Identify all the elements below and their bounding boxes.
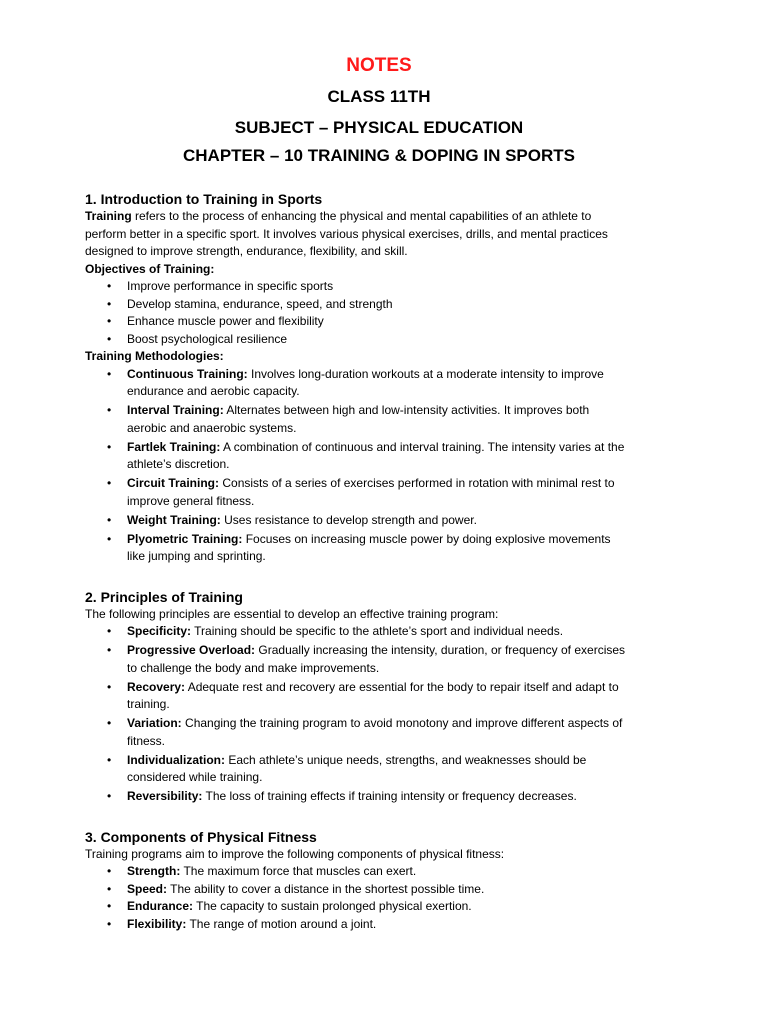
list-item [107, 531, 628, 566]
item-text: Consists of a series of exercises performed in rotation with minimal rest to improve general fitness. [127, 476, 615, 508]
list-item [107, 788, 628, 806]
item-text: The loss of training effects if training intensity or frequency decreases. [202, 789, 577, 803]
list-item [107, 296, 628, 314]
item-text: The range of motion around a joint. [186, 916, 377, 931]
item-term: Speed: [127, 881, 168, 896]
item-term: Individualization: [127, 752, 225, 767]
bullet-icon: • [107, 296, 112, 311]
item-term: Recovery: [127, 679, 186, 694]
list-item [107, 916, 628, 934]
methods-heading: Training Methodologies: [85, 349, 224, 363]
methods-list [85, 366, 628, 566]
item-term: Plyometric Training: [127, 531, 243, 546]
bullet-icon: • [107, 331, 112, 346]
item-text: Gradually increasing the intensity, duration, or frequency of exercises to challenge the body and make improvements. [127, 643, 626, 675]
section-components [85, 828, 628, 934]
item-text: Alternates between high and low-intensity activities. It improves both aerobic and anaerobic systems. [127, 403, 590, 435]
item-text: The capacity to sustain prolonged physical exertion. [193, 899, 472, 913]
list-item [107, 898, 628, 916]
components-list [85, 863, 628, 933]
list-item [107, 623, 628, 641]
bullet-icon: • [107, 864, 112, 878]
class-title: CLASS 11TH [327, 87, 431, 106]
list-item [107, 642, 628, 677]
subject-title: SUBJECT – PHYSICAL EDUCATION [234, 118, 524, 137]
section-principles [85, 588, 628, 806]
item-term: Interval Training: [127, 403, 224, 417]
item-text: The maximum force that muscles can exert. [180, 864, 417, 878]
chapter-title: CHAPTER – 10 TRAINING & DOPING IN SPORTS [183, 146, 575, 165]
item-term: Flexibility: [127, 916, 187, 931]
bullet-icon: • [107, 881, 112, 896]
bullet-icon: • [107, 531, 112, 546]
item-term: Continuous Training: [127, 366, 248, 381]
objectives-list [85, 278, 628, 348]
title-block [85, 52, 628, 170]
item-term: Strength: [127, 864, 181, 878]
notes-title: NOTES [346, 55, 412, 76]
section-heading: 1. Introduction to Training in Sports [85, 191, 323, 207]
item-text: Involves long-duration workouts at a moderate intensity to improve endurance and aerobic capacity. [127, 366, 604, 398]
bullet-icon: • [107, 752, 112, 767]
list-item [107, 313, 628, 331]
bullet-icon: • [107, 916, 112, 931]
list-item [107, 752, 628, 787]
item-term: Progressive Overload: [127, 643, 256, 657]
intro-term: Training [85, 209, 132, 223]
item-text: Training should be specific to the athlete’s sport and individual needs. [191, 624, 564, 638]
section-introduction [85, 190, 628, 566]
item-term: Circuit Training: [127, 476, 220, 490]
list-item-text: Develop stamina, endurance, speed, and strength [127, 296, 393, 311]
list-item [107, 366, 628, 401]
list-item [107, 512, 628, 530]
bullet-icon: • [107, 624, 112, 638]
objectives-heading: Objectives of Training: [85, 261, 215, 276]
section-heading: 3. Components of Physical Fitness [85, 828, 317, 845]
bullet-icon: • [107, 512, 112, 527]
item-text: Each athlete’s unique needs, strengths, and weaknesses should be considered while training. [127, 752, 587, 784]
item-text: Uses resistance to develop strength and power. [220, 512, 477, 527]
bullet-icon: • [107, 279, 112, 293]
section-heading: 2. Principles of Training [85, 588, 243, 605]
list-item [107, 439, 628, 474]
intro-paragraph [85, 208, 628, 261]
list-item [107, 278, 628, 296]
list-item [107, 863, 628, 881]
bullet-icon: • [107, 643, 112, 657]
list-item-text: Boost psychological resilience [127, 331, 288, 346]
section-intro: Training programs aim to improve the following components of physical fitness: [85, 846, 505, 861]
item-text: The ability to cover a distance in the shortest possible time. [167, 881, 485, 896]
item-term: Variation: [127, 716, 182, 730]
bullet-icon: • [107, 899, 112, 913]
item-text: Focuses on increasing muscle power by doing explosive movements like jumping and sprinting. [127, 531, 611, 563]
list-item [107, 402, 628, 437]
item-text: Adequate rest and recovery are essential for the body to repair itself and adapt to training. [127, 679, 619, 711]
item-term: Reversibility: [127, 789, 203, 803]
list-item [107, 881, 628, 899]
item-text: A combination of continuous and interval training. The intensity varies at the athlete’s discretion. [127, 439, 625, 471]
item-term: Specificity: [127, 624, 192, 638]
bullet-icon: • [107, 716, 112, 730]
list-item-text: Improve performance in specific sports [127, 279, 334, 293]
intro-text: refers to the process of enhancing the physical and mental capabilities of an athlete to perform better in a specific sport. It involves various physical exercises, drills, and mental practices designed to improve strength, endurance, flexibility, and skill. [85, 209, 608, 258]
item-text: Changing the training program to avoid monotony and improve different aspects of fitness. [127, 716, 623, 748]
bullet-icon: • [107, 366, 112, 381]
bullet-icon: • [107, 403, 112, 417]
bullet-icon: • [107, 439, 112, 454]
list-item [107, 331, 628, 349]
item-term: Endurance: [127, 899, 194, 913]
list-item [107, 679, 628, 714]
bullet-icon: • [107, 476, 112, 490]
list-item [107, 475, 628, 510]
principles-list [85, 623, 628, 806]
item-term: Fartlek Training: [127, 439, 221, 454]
bullet-icon: • [107, 679, 112, 694]
item-term: Weight Training: [127, 512, 221, 527]
list-item [107, 715, 628, 750]
bullet-icon: • [107, 314, 112, 328]
section-intro: The following principles are essential to develop an effective training program: [85, 606, 499, 621]
list-item-text: Enhance muscle power and flexibility [127, 314, 324, 328]
bullet-icon: • [107, 789, 112, 803]
